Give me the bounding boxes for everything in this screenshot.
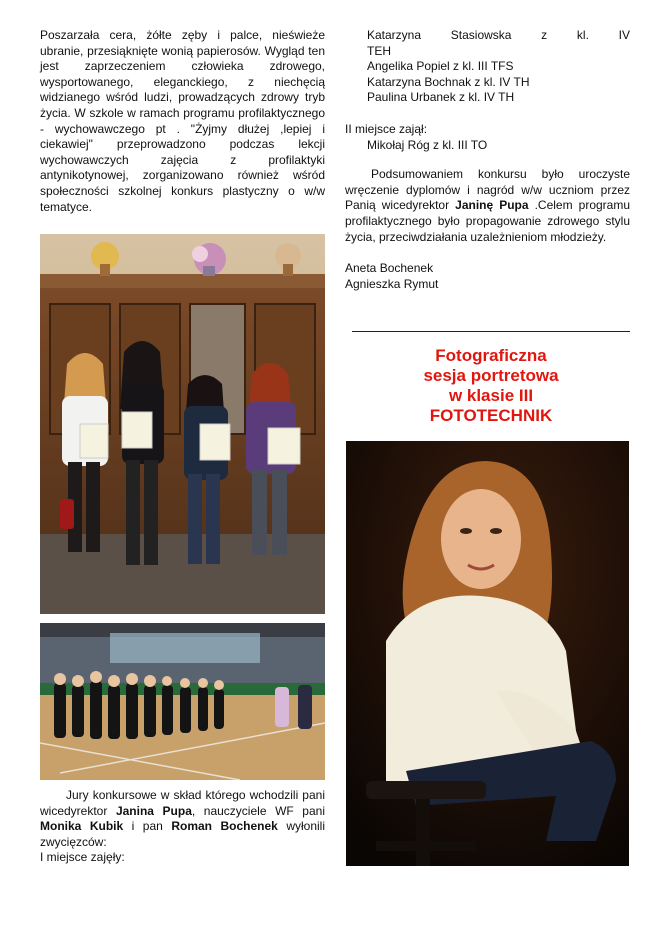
heading-line-2: sesja portretowa bbox=[423, 366, 559, 385]
summary-part1: Podsumowaniem konkursu było uroczyste wręczenie dyplomów i nagród w/w uczniom przez Panią wicedyrektor bbox=[345, 167, 630, 213]
second-place-winner: Mikołaj Róg z kl. III TO bbox=[367, 137, 488, 152]
winner-2: Angelika Popiel z kl. III TFS bbox=[367, 59, 514, 74]
winner-1: Katarzyna Stasiowska z kl. IV TEH bbox=[367, 28, 630, 58]
jury-name-kubik: Monika Kubik bbox=[40, 819, 124, 834]
winner-3: Katarzyna Bochnak z kl. IV TH bbox=[367, 74, 530, 89]
summary-paragraph bbox=[345, 167, 630, 245]
right-column bbox=[345, 28, 630, 292]
gym-students-photo bbox=[40, 623, 325, 780]
jury-text-part4: wyłonili zwycięzców: bbox=[40, 819, 326, 849]
section-divider bbox=[352, 331, 630, 332]
winner-4: Paulina Urbanek z kl. IV TH bbox=[367, 90, 515, 105]
jury-text-part3: i pan bbox=[123, 819, 172, 834]
signature-rymut: Agnieszka Rymut bbox=[345, 276, 439, 291]
second-place-label: II miejsce zajął: bbox=[345, 121, 428, 136]
award-winners-photo bbox=[40, 234, 325, 614]
heading-line-1: Fotograficzna bbox=[435, 346, 547, 365]
jury-text-part2: , nauczyciele WF pani bbox=[191, 803, 325, 818]
portrait-photo bbox=[346, 441, 629, 866]
jury-name-pupa: Janina Pupa bbox=[115, 803, 192, 818]
photo-session-heading bbox=[352, 346, 630, 426]
summary-name: Janinę Pupa bbox=[455, 198, 529, 213]
intro-paragraph: Poszarzała cera, żółte zęby i palce, nieświeże ubranie, przesiąknięte wonią papierosów. Wygląd ten jest zaprzeczeniem człowieka zdrowego, wysportowanego, eleganckiego, z niechęcią widzianego wśród ludzi, prowadzących zdrowy tryb życia. W szkole w ramach programu profilaktycznego - wychowawczego pt . "Żyjmy dłużej ,lepiej i ciekawiej" przeprowadzono podczas lekcji wychowawczych zajęcia z profilaktyki antynikotynowej, zorganizowano również wśród społeczności szkolnej konkurs plastyczny o w/w tematyce. bbox=[40, 28, 325, 214]
heading-line-3: w klasie III bbox=[448, 386, 534, 405]
jury-text bbox=[40, 788, 325, 850]
summary-part2: .Celem programu profilaktycznego było propagowanie zdrowego stylu życia, przeciwdziałania uzależnieniom młodzieży. bbox=[345, 198, 631, 244]
jury-text-part1: Jury konkursowe w skład którego wchodzili pani wicedyrektor bbox=[40, 788, 325, 818]
left-column bbox=[40, 28, 325, 215]
first-place-label: I miejsce zajęły: bbox=[40, 850, 125, 865]
signatures bbox=[345, 261, 630, 292]
jury-name-bochenek: Roman Bochenek bbox=[171, 819, 278, 834]
heading-line-4: FOTOTECHNIK bbox=[429, 406, 553, 425]
signature-bochenek: Aneta Bochenek bbox=[345, 261, 434, 276]
jury-paragraph bbox=[40, 788, 325, 866]
